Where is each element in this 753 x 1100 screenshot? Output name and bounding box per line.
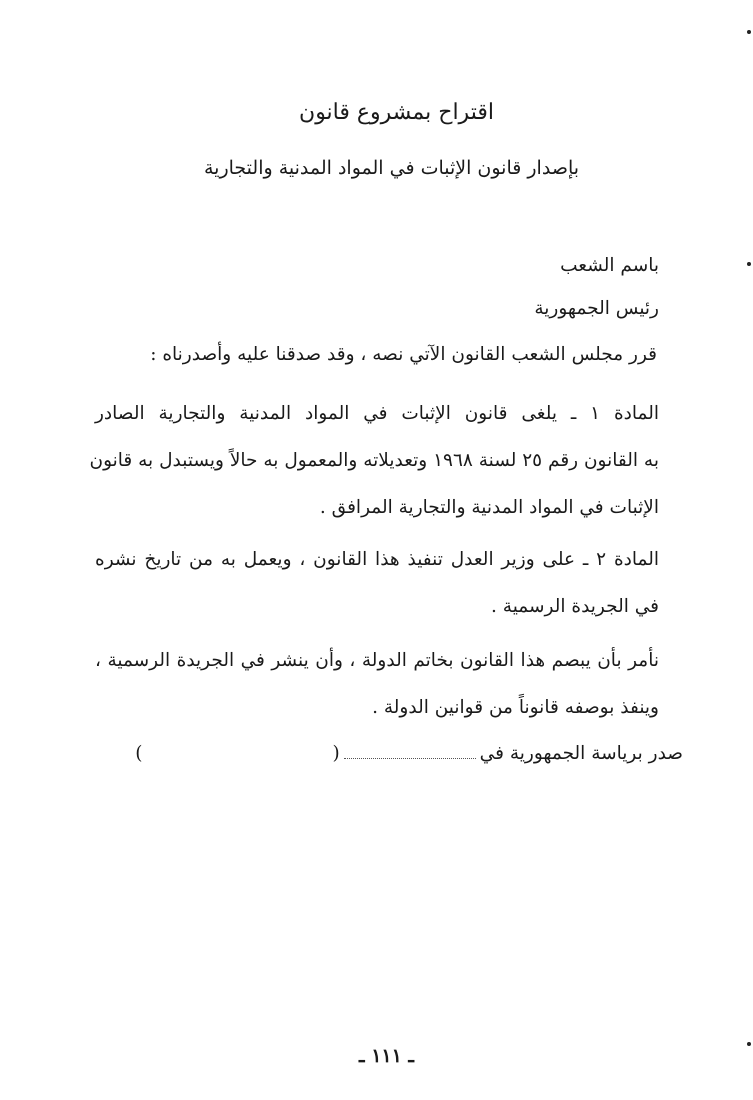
- page-title: اقتراح بمشروع قانون: [299, 100, 494, 125]
- intro-decree-line: قرر مجلس الشعب القانون الآتي نصه ، وقد صدقنا عليه وأصدرناه :: [150, 344, 657, 365]
- date-dotted-blank: [344, 744, 476, 759]
- article-1-line-3: الإثبات في المواد المدنية والتجارية المرافق .: [319, 497, 659, 518]
- issued-close-paren: ): [135, 743, 143, 764]
- article-1-line-1: المادة ١ ـ يلغى قانون الإثبات في المواد المدنية والتجارية الصادر: [95, 403, 660, 424]
- order-line-1: نأمر بأن يبصم هذا القانون بخاتم الدولة ، وأن ينشر في الجريدة الرسمية ،: [95, 650, 659, 671]
- page-number: ـ ١١١ ـ: [359, 1045, 414, 1067]
- intro-in-name-of-people: باسم الشعب: [560, 255, 659, 276]
- issued-label: صدر برياسة الجمهورية في: [479, 743, 683, 764]
- article-2-line-2: في الجريدة الرسمية .: [491, 596, 659, 617]
- issued-open-paren: (: [332, 743, 340, 764]
- scan-mark-dot: [747, 262, 751, 266]
- scan-mark-dot: [747, 1042, 751, 1046]
- issued-line: [100, 743, 683, 764]
- page-subtitle: بإصدار قانون الإثبات في المواد المدنية والتجارية: [203, 157, 580, 179]
- intro-president: رئيس الجمهورية: [534, 298, 659, 319]
- article-1-line-2: به القانون رقم ٢٥ لسنة ١٩٦٨ وتعديلاته والمعمول به حالاً ويستبدل به قانون: [89, 450, 659, 471]
- order-line-2: وينفذ بوصفه قانوناً من قوانين الدولة .: [372, 697, 659, 718]
- article-2-line-1: المادة ٢ ـ على وزير العدل تنفيذ هذا القانون ، ويعمل به من تاريخ نشره: [95, 549, 659, 570]
- scan-mark-dot: [747, 30, 751, 34]
